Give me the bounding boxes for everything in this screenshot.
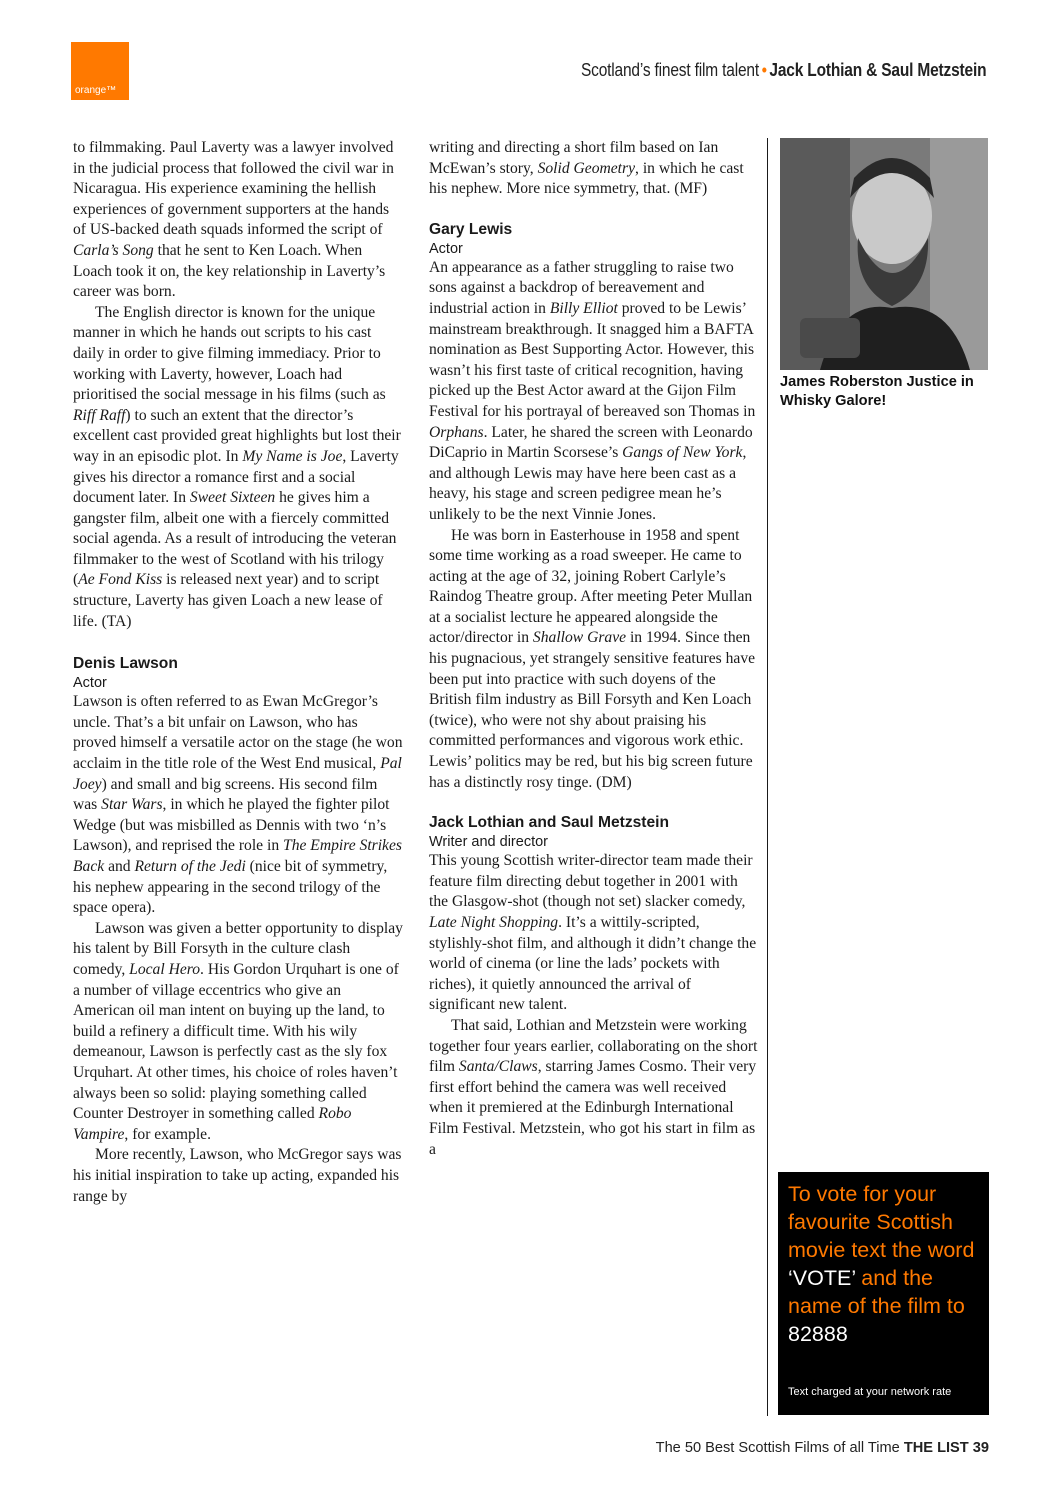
header-subject: Jack Lothian & Saul Metzstein	[769, 60, 986, 80]
photo-caption: James Roberston Justice in Whisky Galore!	[780, 374, 974, 409]
portrait-photo	[780, 138, 988, 370]
section-heading: Denis Lawson	[73, 655, 178, 673]
promo-disclaimer: Text charged at your network rate	[788, 1386, 952, 1398]
paragraph: The English director is known for the unique manner in which he hands out scripts to his cast daily in order to give filming immediacy. Prior to working with Laverty, however, Loach had prioritised the social message in his films (such as Riff Raff) to such an extent that the director’s excellent cast provided great highlights but lost their way in an episodic plot. In My Name is Joe, Laverty gives his director a romance first and a social document later. In Sweet Sixteen he gives him a gangster film, albeit one with a fiercely committed social agenda. As a result of introducing the veteran filmmaker to the west of Scotland with his trilogy (Ae Fond Kiss is released next year) and to script structure, Laverty has given Loach a new lease of life. (TA)	[73, 303, 401, 630]
logo-text: orange™	[75, 85, 117, 96]
vote-keyword: ‘VOTE’	[788, 1266, 856, 1290]
header-section: Scotland’s finest film talent	[580, 60, 759, 80]
promo-text: To vote for your favourite Scottish movie text the word ‘VOTE’ and the name of the film to 82888	[788, 1182, 975, 1346]
page-header	[581, 60, 986, 81]
article-column-2	[429, 138, 759, 1160]
portrait-illustration	[780, 138, 988, 370]
sms-number: 82888	[788, 1322, 848, 1346]
vote-promo-box	[778, 1172, 989, 1415]
footer-brand-page: THE LIST 39	[903, 1440, 989, 1456]
paragraph: An appearance as a father struggling to raise two sons against a backdrop of bereavement and industrial action in Billy Elliot proved to be Lewis’ mainstream breakthrough. It snagged him a BAFTA nomination as Best Supporting Actor. However, this wasn’t his first taste of critical recognition, having picked up the Best Actor award at the Gijon Film Festival for his portrayal of bereaved son Thomas in Orphans. Later, he shared the screen with Leonardo DiCaprio in Martin Scorsese’s Gangs of New York, and although Lewis may have here been cast as a heavy, his stage and screen pedigree mean he’s unlikely to be the next Vinnie Jones.	[429, 258, 756, 523]
paragraph: More recently, Lawson, who McGregor says was his initial inspiration to take up acting, expanded his range by	[73, 1146, 402, 1205]
column-divider	[767, 138, 768, 1416]
section-role: Actor	[429, 240, 463, 257]
bullet-icon: •	[761, 60, 767, 80]
section-role: Actor	[73, 675, 107, 692]
footer-title: The 50 Best Scottish Films of all Time	[655, 1440, 900, 1456]
section-heading: Jack Lothian and Saul Metzstein	[429, 814, 670, 832]
paragraph: to filmmaking. Paul Laverty was a lawyer involved in the judicial process that followed the civil war in Nicaragua. His experience examining the hellish experiences of government supporters at the hands of US-backed death squads informed the script of Carla’s Song that he sent to Ken Loach. When Loach took it on, the key relationship in Laverty’s career was born.	[73, 139, 394, 301]
article-column-1	[73, 138, 403, 1207]
paragraph: writing and directing a short film based on Ian McEwan’s story, Solid Geometry, in which he cast his nephew. More nice symmetry, that. (MF)	[429, 139, 744, 198]
orange-logo	[71, 42, 129, 100]
paragraph: He was born in Easterhouse in 1958 and spent some time working as a road sweeper. He came to acting at the age of 32, joining Robert Carlyle’s Raindog Theatre group. After meeting Peter Mullan at a socialist lecture he appeared alongside the actor/director in Shallow Grave in 1994. Since then his pugnacious, yet strangely sensitive features have been put into practice with such doyens of the British film industry as Bill Forsyth and Ken Loach (twice), who were not shy about praising his committed performances and vigorous work ethic. Lewis’ politics may be red, but his big screen future has a distinctly rosy tinge. (DM)	[429, 526, 756, 791]
paragraph: Lawson was given a better opportunity to display his talent by Bill Forsyth in the culture clash comedy, Local Hero. His Gordon Urquhart is one of a number of village eccentrics who give an American oil man intent on buying up the land, to build a refinery a difficult time. With his wily demeanour, Lawson is perfectly cast as the sly fox Urquhart. At other times, his choice of roles haven’t always been so solid: playing something called Counter Destroyer in something called Robo Vampire, for example.	[73, 919, 403, 1143]
section-role: Writer and director	[429, 834, 548, 851]
paragraph: That said, Lothian and Metzstein were working together four years earlier, collaborating on the short film Santa/Claws, starring James Cosmo. Their very first effort behind the camera was well received when it premiered at the Edinburgh International Film Festival. Metzstein, who got his start in film as a	[429, 1016, 758, 1158]
paragraph: Lawson is often referred to as Ewan McGregor’s uncle. That’s a bit unfair on Lawson, who has proved himself a versatile actor on the stage (he won acclaim in the title role of the West End musical, Pal Joey) and small and big screens. His second film was Star Wars, in which he played the fighter pilot Wedge (but was misbilled as Dennis with two ‘n’s Lawson), and reprised the role in The Empire Strikes Back and Return of the Jedi (nice bit of symmetry, his nephew appearing in the second trilogy of the space opera).	[73, 693, 403, 917]
section-heading: Gary Lewis	[429, 220, 513, 238]
page-footer	[656, 1440, 989, 1456]
paragraph: This young Scottish writer-director team made their feature film directing debut together in 2001 with the Glasgow-shot (though not set) slacker comedy, Late Night Shopping. It’s a wittily-scripted, stylishly-shot film, and although it didn’t change the world of cinema (or line the lads’ pockets with riches), it quietly announced the arrival of significant new talent.	[429, 852, 757, 1014]
